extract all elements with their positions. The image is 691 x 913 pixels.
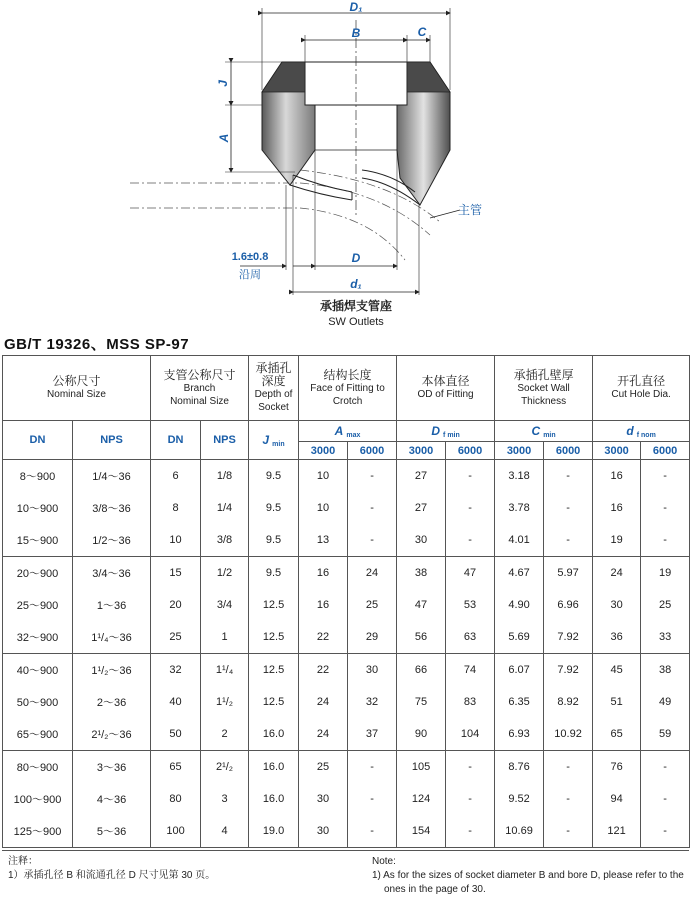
table-cell: - [348, 492, 397, 524]
table-cell: 80 [151, 783, 201, 815]
table-cell: 8.92 [544, 686, 593, 718]
table-cell: - [348, 751, 397, 784]
dimensions-table [2, 355, 690, 848]
table-cell: 47 [446, 557, 495, 590]
table-cell: - [446, 460, 495, 493]
table-row [3, 460, 690, 493]
table-cell: - [544, 783, 593, 815]
table-cell: 6.35 [495, 686, 544, 718]
table-cell: 9.5 [249, 460, 299, 493]
subheader-class-3000: 3000 [495, 442, 544, 460]
header-face-to-crotch: 结构长度 Face of Fitting to Crotch [299, 356, 397, 421]
table-cell: 3 [201, 783, 249, 815]
table-cell: 90 [397, 718, 446, 751]
table-cell: 16 [593, 492, 641, 524]
table-cell: 6.07 [495, 654, 544, 687]
table-cell: 6 [151, 460, 201, 493]
table-cell: 53 [446, 589, 495, 621]
table-cell: 1/2 [201, 557, 249, 590]
table-cell: - [446, 524, 495, 557]
table-cell: 80～900 [3, 751, 73, 784]
table-cell: 3/8～36 [73, 492, 151, 524]
table-cell: - [641, 751, 690, 784]
table-cell: 8.76 [495, 751, 544, 784]
table-cell: 63 [446, 621, 495, 654]
subheader-class-3000: 3000 [397, 442, 446, 460]
table-cell: 3.78 [495, 492, 544, 524]
standard-title: GB/T 19326、MSS SP-97 [4, 336, 190, 353]
table-cell: 38 [397, 557, 446, 590]
table-cell: 24 [299, 718, 348, 751]
table-cell: 40～900 [3, 654, 73, 687]
table-cell: 13 [299, 524, 348, 557]
table-cell: 30 [348, 654, 397, 687]
table-cell: 29 [348, 621, 397, 654]
table-cell: 154 [397, 815, 446, 848]
table-cell: 27 [397, 460, 446, 493]
table-cell: - [544, 460, 593, 493]
table-cell: 5.97 [544, 557, 593, 590]
table-cell: 1¹/₄～36 [73, 621, 151, 654]
table-cell: 32～900 [3, 621, 73, 654]
table-cell: 83 [446, 686, 495, 718]
table-row [3, 718, 690, 751]
table-cell: 15 [151, 557, 201, 590]
table-cell: 8～900 [3, 460, 73, 493]
table-cell: 4.90 [495, 589, 544, 621]
table-cell: 4.67 [495, 557, 544, 590]
table-cell: 51 [593, 686, 641, 718]
notes-en-1a: 1) As for the sizes of socket diameter B and bore D, please refer to the [372, 870, 684, 881]
header-nominal-size: 公称尺寸 Nominal Size [3, 356, 151, 421]
dim-label-d: D [351, 251, 361, 265]
table-cell: 56 [397, 621, 446, 654]
table-cell: 30 [299, 783, 348, 815]
dim-label-c: C [417, 25, 427, 39]
notes [2, 850, 689, 913]
table-cell: 24 [348, 557, 397, 590]
table-cell: - [641, 460, 690, 493]
table-cell: 10 [151, 524, 201, 557]
notes-en [372, 855, 684, 897]
table-cell: - [544, 815, 593, 848]
table-cell: - [544, 492, 593, 524]
subheader-branch-nps: NPS [201, 421, 249, 460]
table-cell: 1¹/₄ [201, 654, 249, 687]
table-cell: 7.92 [544, 621, 593, 654]
subheader-d-f-min: D $_{f min}$ [397, 421, 495, 442]
dim-label-gap: 1.6±0.8 [231, 251, 269, 263]
table-cell: - [348, 460, 397, 493]
table-cell: 1/4～36 [73, 460, 151, 493]
table-cell: 25～900 [3, 589, 73, 621]
dim-label-d1-bottom: d₁ [350, 277, 362, 291]
table-cell: 2¹/₂～36 [73, 718, 151, 751]
table-cell: 3.18 [495, 460, 544, 493]
table-cell: 16.0 [249, 783, 299, 815]
table-cell: 65～900 [3, 718, 73, 751]
table-cell: 94 [593, 783, 641, 815]
table-cell: 9.5 [249, 492, 299, 524]
table-cell: 124 [397, 783, 446, 815]
figure-caption-zh: 承插焊支管座 [319, 299, 393, 313]
table-row [3, 751, 690, 784]
table-cell: 3/4 [201, 589, 249, 621]
table-cell: - [641, 524, 690, 557]
table-cell: 32 [151, 654, 201, 687]
table-cell: 1/2～36 [73, 524, 151, 557]
table-cell: 74 [446, 654, 495, 687]
table-cell: 66 [397, 654, 446, 687]
table-cell: 4 [201, 815, 249, 848]
table-cell: 7.92 [544, 654, 593, 687]
table-cell: 10 [299, 460, 348, 493]
table-cell: 5～36 [73, 815, 151, 848]
dim-label-d1-top: D₁ [349, 0, 363, 14]
table-row [3, 524, 690, 557]
table-row [3, 783, 690, 815]
dim-label-j: J [216, 80, 230, 87]
header-socket-depth: 承插孔 深度 Depth of Socket [249, 356, 299, 421]
table-cell: 100～900 [3, 783, 73, 815]
table-row [3, 815, 690, 848]
subheader-class-6000: 6000 [446, 442, 495, 460]
table-cell: - [544, 524, 593, 557]
table-cell: 36 [593, 621, 641, 654]
table-cell: 33 [641, 621, 690, 654]
table-cell: 50～900 [3, 686, 73, 718]
table-cell: 4.01 [495, 524, 544, 557]
subheader-c-min: C $_{min}$ [495, 421, 593, 442]
table-cell: 27 [397, 492, 446, 524]
table-cell: 19 [593, 524, 641, 557]
table-cell: 16 [299, 589, 348, 621]
header-cut-hole: 开孔直径 Cut Hole Dia. [593, 356, 690, 421]
subheader-class-6000: 6000 [348, 442, 397, 460]
notes-zh [8, 855, 215, 883]
table-cell: 20 [151, 589, 201, 621]
table-cell: 15～900 [3, 524, 73, 557]
table-cell: 22 [299, 654, 348, 687]
table-cell: 12.5 [249, 621, 299, 654]
table-cell: 24 [299, 686, 348, 718]
table-row [3, 589, 690, 621]
table-cell: 16.0 [249, 718, 299, 751]
table-cell: 6.96 [544, 589, 593, 621]
table-cell: 16 [593, 460, 641, 493]
table-cell: 25 [348, 589, 397, 621]
table-cell: 37 [348, 718, 397, 751]
table-cell: 3/8 [201, 524, 249, 557]
table-cell: 16.0 [249, 751, 299, 784]
table-cell: 9.5 [249, 557, 299, 590]
table-cell: 121 [593, 815, 641, 848]
table-row [3, 621, 690, 654]
figure-caption-en: SW Outlets [328, 316, 384, 328]
table-cell: 3/4～36 [73, 557, 151, 590]
table-cell: 2 [201, 718, 249, 751]
table-cell: 65 [151, 751, 201, 784]
main-pipe-lines [130, 170, 440, 260]
table-cell: 6.93 [495, 718, 544, 751]
table-cell: - [348, 783, 397, 815]
table-row [3, 492, 690, 524]
table-cell: 16 [299, 557, 348, 590]
table-cell: 2～36 [73, 686, 151, 718]
subheader-class-3000: 3000 [593, 442, 641, 460]
table-cell: 19 [641, 557, 690, 590]
table-row [3, 654, 690, 687]
table-cell: 65 [593, 718, 641, 751]
dim-label-b: B [351, 26, 361, 40]
subheader-a-max: A $_{max}$ [299, 421, 397, 442]
table-cell: 105 [397, 751, 446, 784]
notes-en-1b: ones in the page of 30. [384, 884, 486, 895]
table-cell: 75 [397, 686, 446, 718]
table-cell: - [544, 751, 593, 784]
table-cell: 1¹/₂～36 [73, 654, 151, 687]
notes-en-title: Note: [372, 856, 396, 867]
table-cell: 1 [201, 621, 249, 654]
table-cell: 100 [151, 815, 201, 848]
table-cell: 30 [397, 524, 446, 557]
table-cell: 12.5 [249, 589, 299, 621]
table-cell: 5.69 [495, 621, 544, 654]
notes-zh-title: 注释： [8, 856, 38, 867]
table-cell: 10.69 [495, 815, 544, 848]
table-cell: 20～900 [3, 557, 73, 590]
table-cell: 25 [299, 751, 348, 784]
table-body [3, 460, 690, 848]
table-cell: - [348, 524, 397, 557]
table-cell: 10.92 [544, 718, 593, 751]
table-cell: 76 [593, 751, 641, 784]
table-row [3, 686, 690, 718]
table-cell: 25 [641, 589, 690, 621]
table-cell: 10 [299, 492, 348, 524]
table-cell: 49 [641, 686, 690, 718]
subheader-class-3000: 3000 [299, 442, 348, 460]
gap-note: 沿周 [239, 269, 261, 281]
table-cell: 12.5 [249, 654, 299, 687]
subheader-dn: DN [3, 421, 73, 460]
table-cell: 8 [151, 492, 201, 524]
header-wall: 承插孔壁厚 Socket Wall Thickness [495, 356, 593, 421]
table-cell: 59 [641, 718, 690, 751]
table-cell: - [446, 492, 495, 524]
table-cell: 47 [397, 589, 446, 621]
table-cell: 38 [641, 654, 690, 687]
table-cell: 24 [593, 557, 641, 590]
subheader-class-6000: 6000 [544, 442, 593, 460]
subheader-class-6000: 6000 [641, 442, 690, 460]
header-branch-size: 支管公称尺寸 Branch Nominal Size [151, 356, 249, 421]
table-cell: 125～900 [3, 815, 73, 848]
table-cell: - [446, 751, 495, 784]
table-cell: 10～900 [3, 492, 73, 524]
table-cell: 12.5 [249, 686, 299, 718]
main-pipe-label: 主管 [457, 203, 483, 217]
table-cell: 22 [299, 621, 348, 654]
subheader-nps: NPS [73, 421, 151, 460]
table-cell: 9.5 [249, 524, 299, 557]
table-cell: 1/4 [201, 492, 249, 524]
dim-label-a: A [217, 133, 231, 143]
table-cell: 40 [151, 686, 201, 718]
notes-zh-1: 1）承插孔径 B 和流通孔径 D 尺寸见第 30 页。 [8, 870, 216, 881]
table-cell: - [641, 492, 690, 524]
table-cell: 4～36 [73, 783, 151, 815]
table-cell: 25 [151, 621, 201, 654]
table-row [3, 557, 690, 590]
table-cell: - [641, 783, 690, 815]
subheader-d-f-nom: d $_{f nom}$ [593, 421, 690, 442]
table-cell: - [446, 815, 495, 848]
table-cell: 9.52 [495, 783, 544, 815]
table-cell: 45 [593, 654, 641, 687]
table-cell: 50 [151, 718, 201, 751]
header-od: 本体直径 OD of Fitting [397, 356, 495, 421]
table-cell: 1～36 [73, 589, 151, 621]
table-cell: 30 [299, 815, 348, 848]
table-cell: - [641, 815, 690, 848]
table-cell: - [348, 815, 397, 848]
table-cell: 2¹/₂ [201, 751, 249, 784]
sw-outlet-drawing [0, 0, 691, 330]
table-cell: 32 [348, 686, 397, 718]
table-cell: 3～36 [73, 751, 151, 784]
table-cell: 19.0 [249, 815, 299, 848]
subheader-branch-dn: DN [151, 421, 201, 460]
subheader-j-min: J $_{min}$ [249, 421, 299, 460]
table-cell: 1/8 [201, 460, 249, 493]
table-cell: 30 [593, 589, 641, 621]
table-cell: 1¹/₂ [201, 686, 249, 718]
table-cell: 104 [446, 718, 495, 751]
table-cell: - [446, 783, 495, 815]
